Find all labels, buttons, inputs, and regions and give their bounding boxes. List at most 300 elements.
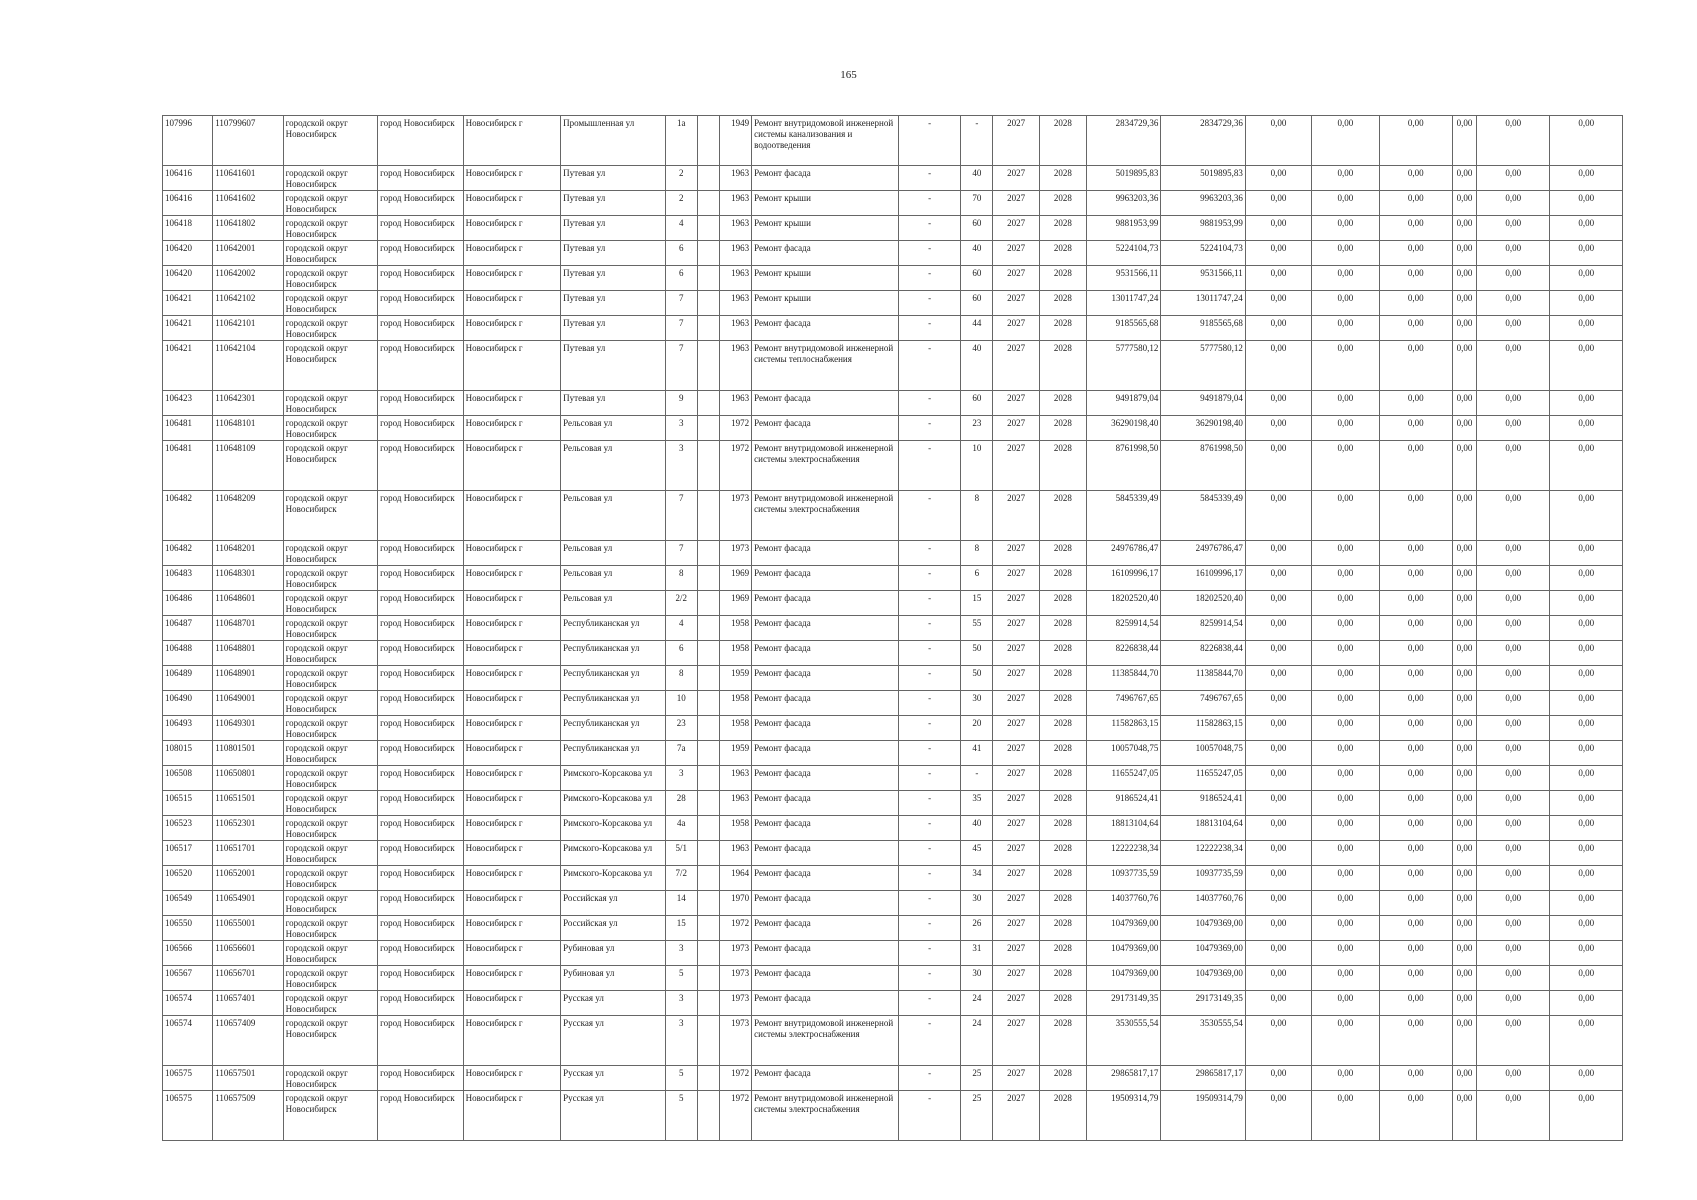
cell-settlement: город Новосибирск — [378, 391, 463, 416]
cell-funding-owners: 0,00 — [1452, 666, 1476, 691]
cell-municipal-district: городской округ Новосибирск — [283, 566, 378, 591]
cell-construction-year: 1963 — [719, 216, 751, 241]
cell-building — [697, 716, 719, 741]
cell-municipal-district: городской округ Новосибирск — [283, 166, 378, 191]
cell-funding-fund: 11582863,15 — [1161, 716, 1245, 741]
cell-settlement: город Новосибирск — [378, 766, 463, 791]
cell-funding-fund: 3530555,54 — [1161, 1016, 1245, 1066]
cell-total-cost: 3530555,54 — [1086, 1016, 1160, 1066]
table-row — [163, 441, 1623, 491]
cell-city: Новосибирск г — [463, 966, 561, 991]
cell-funding-federal: 0,00 — [1245, 566, 1311, 591]
cell-start-year: 2027 — [993, 541, 1039, 566]
cell-house-number: 3 — [665, 1016, 697, 1066]
cell-city: Новосибирск г — [463, 641, 561, 666]
cell-funding-owners: 0,00 — [1452, 791, 1476, 816]
cell-settlement: город Новосибирск — [378, 966, 463, 991]
cell-municipal-district: городской округ Новосибирск — [283, 441, 378, 491]
cell-settlement: город Новосибирск — [378, 341, 463, 391]
table-body — [163, 116, 1623, 1141]
cell-unit: - — [898, 1091, 960, 1141]
cell-work-type: Ремонт внутридомовой инженерной системы электроснабжения — [752, 441, 899, 491]
cell-house-number: 7/2 — [665, 866, 697, 891]
cell-construction-year: 1973 — [719, 491, 751, 541]
cell-municipal-district: городской округ Новосибирск — [283, 216, 378, 241]
cell-street: Российская ул — [561, 891, 666, 916]
cell-funding-extra: 0,00 — [1550, 1066, 1623, 1091]
cell-wear-percent: 15 — [961, 591, 993, 616]
cell-work-type: Ремонт фасада — [752, 691, 899, 716]
cell-construction-year: 1958 — [719, 691, 751, 716]
cell-work-type: Ремонт фасада — [752, 866, 899, 891]
cell-start-year: 2027 — [993, 316, 1039, 341]
cell-funding-owners: 0,00 — [1452, 841, 1476, 866]
cell-building — [697, 1016, 719, 1066]
cell-total-cost: 5777580,12 — [1086, 341, 1160, 391]
cell-funding-extra: 0,00 — [1550, 691, 1623, 716]
cell-funding-municipal: 0,00 — [1379, 566, 1452, 591]
cell-unit: - — [898, 816, 960, 841]
cell-settlement: город Новосибирск — [378, 916, 463, 941]
cell-funding-regional: 0,00 — [1312, 441, 1379, 491]
cell-house-id: 106420 — [163, 241, 213, 266]
cell-wear-percent: 34 — [961, 866, 993, 891]
cell-funding-municipal: 0,00 — [1379, 1091, 1452, 1141]
cell-funding-municipal: 0,00 — [1379, 316, 1452, 341]
cell-street: Путевая ул — [561, 266, 666, 291]
cell-municipal-district: городской округ Новосибирск — [283, 891, 378, 916]
cell-wear-percent: 50 — [961, 666, 993, 691]
cell-settlement: город Новосибирск — [378, 241, 463, 266]
cell-funding-other: 0,00 — [1477, 791, 1550, 816]
cell-house-number: 15 — [665, 916, 697, 941]
cell-funding-federal: 0,00 — [1245, 641, 1311, 666]
cell-construction-year: 1973 — [719, 1016, 751, 1066]
cell-funding-fund: 13011747,24 — [1161, 291, 1245, 316]
cell-funding-municipal: 0,00 — [1379, 666, 1452, 691]
cell-work-type: Ремонт фасада — [752, 916, 899, 941]
cell-building — [697, 391, 719, 416]
cell-building — [697, 441, 719, 491]
cell-wear-percent: 24 — [961, 991, 993, 1016]
cell-total-cost: 10479369,00 — [1086, 941, 1160, 966]
cell-construction-year: 1949 — [719, 116, 751, 166]
cell-city: Новосибирск г — [463, 766, 561, 791]
cell-end-year: 2028 — [1039, 316, 1086, 341]
cell-end-year: 2028 — [1039, 291, 1086, 316]
cell-construction-year: 1959 — [719, 666, 751, 691]
cell-city: Новосибирск г — [463, 391, 561, 416]
cell-funding-fund: 9185565,68 — [1161, 316, 1245, 341]
cell-funding-municipal: 0,00 — [1379, 841, 1452, 866]
cell-street: Рельсовая ул — [561, 416, 666, 441]
table-row — [163, 291, 1623, 316]
cell-street: Римского-Корсакова ул — [561, 816, 666, 841]
cell-unit: - — [898, 991, 960, 1016]
cell-work-id: 110656601 — [213, 941, 283, 966]
cell-end-year: 2028 — [1039, 1016, 1086, 1066]
cell-funding-regional: 0,00 — [1312, 341, 1379, 391]
cell-municipal-district: городской округ Новосибирск — [283, 816, 378, 841]
cell-work-id: 110657509 — [213, 1091, 283, 1141]
cell-funding-regional: 0,00 — [1312, 816, 1379, 841]
cell-wear-percent: 24 — [961, 1016, 993, 1066]
cell-city: Новосибирск г — [463, 266, 561, 291]
cell-wear-percent: 25 — [961, 1091, 993, 1141]
cell-wear-percent: 10 — [961, 441, 993, 491]
cell-start-year: 2027 — [993, 1016, 1039, 1066]
cell-end-year: 2028 — [1039, 1066, 1086, 1091]
cell-municipal-district: городской округ Новосибирск — [283, 716, 378, 741]
cell-funding-federal: 0,00 — [1245, 541, 1311, 566]
cell-construction-year: 1958 — [719, 616, 751, 641]
cell-municipal-district: городской округ Новосибирск — [283, 941, 378, 966]
cell-work-type: Ремонт фасада — [752, 791, 899, 816]
cell-funding-owners: 0,00 — [1452, 891, 1476, 916]
cell-funding-regional: 0,00 — [1312, 766, 1379, 791]
cell-start-year: 2027 — [993, 741, 1039, 766]
cell-end-year: 2028 — [1039, 616, 1086, 641]
cell-funding-regional: 0,00 — [1312, 291, 1379, 316]
cell-street: Рельсовая ул — [561, 491, 666, 541]
cell-unit: - — [898, 241, 960, 266]
cell-work-id: 110656701 — [213, 966, 283, 991]
cell-funding-regional: 0,00 — [1312, 566, 1379, 591]
cell-funding-extra: 0,00 — [1550, 591, 1623, 616]
cell-work-id: 110642101 — [213, 316, 283, 341]
cell-building — [697, 941, 719, 966]
cell-street: Путевая ул — [561, 241, 666, 266]
cell-work-id: 110652301 — [213, 816, 283, 841]
cell-unit: - — [898, 916, 960, 941]
cell-work-type: Ремонт внутридомовой инженерной системы электроснабжения — [752, 491, 899, 541]
cell-house-number: 10 — [665, 691, 697, 716]
cell-funding-other: 0,00 — [1477, 341, 1550, 391]
cell-funding-federal: 0,00 — [1245, 891, 1311, 916]
cell-city: Новосибирск г — [463, 616, 561, 641]
cell-house-number: 3 — [665, 441, 697, 491]
cell-work-type: Ремонт внутридомовой инженерной системы электроснабжения — [752, 1091, 899, 1141]
cell-funding-owners: 0,00 — [1452, 416, 1476, 441]
cell-municipal-district: городской округ Новосибирск — [283, 491, 378, 541]
cell-construction-year: 1958 — [719, 816, 751, 841]
cell-house-number: 3 — [665, 941, 697, 966]
cell-building — [697, 1066, 719, 1091]
cell-funding-other: 0,00 — [1477, 291, 1550, 316]
cell-city: Новосибирск г — [463, 666, 561, 691]
cell-city: Новосибирск г — [463, 741, 561, 766]
cell-funding-federal: 0,00 — [1245, 291, 1311, 316]
cell-work-type: Ремонт фасада — [752, 616, 899, 641]
cell-funding-fund: 29173149,35 — [1161, 991, 1245, 1016]
cell-total-cost: 9531566,11 — [1086, 266, 1160, 291]
cell-work-type: Ремонт фасада — [752, 641, 899, 666]
cell-total-cost: 36290198,40 — [1086, 416, 1160, 441]
cell-funding-federal: 0,00 — [1245, 991, 1311, 1016]
cell-funding-other: 0,00 — [1477, 191, 1550, 216]
cell-work-type: Ремонт фасада — [752, 766, 899, 791]
table-row — [163, 541, 1623, 566]
cell-building — [697, 916, 719, 941]
cell-house-id: 106566 — [163, 941, 213, 966]
cell-funding-regional: 0,00 — [1312, 741, 1379, 766]
cell-house-number: 5 — [665, 1066, 697, 1091]
cell-building — [697, 241, 719, 266]
cell-total-cost: 2834729,36 — [1086, 116, 1160, 166]
table-row — [163, 166, 1623, 191]
cell-funding-fund: 11385844,70 — [1161, 666, 1245, 691]
cell-funding-federal: 0,00 — [1245, 116, 1311, 166]
cell-funding-regional: 0,00 — [1312, 616, 1379, 641]
cell-funding-municipal: 0,00 — [1379, 866, 1452, 891]
cell-wear-percent: 44 — [961, 316, 993, 341]
cell-settlement: город Новосибирск — [378, 316, 463, 341]
cell-municipal-district: городской округ Новосибирск — [283, 691, 378, 716]
cell-street: Путевая ул — [561, 166, 666, 191]
cell-municipal-district: городской округ Новосибирск — [283, 791, 378, 816]
cell-start-year: 2027 — [993, 116, 1039, 166]
cell-municipal-district: городской округ Новосибирск — [283, 591, 378, 616]
cell-wear-percent: 26 — [961, 916, 993, 941]
cell-work-type: Ремонт фасада — [752, 391, 899, 416]
cell-funding-federal: 0,00 — [1245, 666, 1311, 691]
cell-work-type: Ремонт фасада — [752, 591, 899, 616]
cell-funding-fund: 11655247,05 — [1161, 766, 1245, 791]
cell-house-number: 1а — [665, 116, 697, 166]
cell-house-number: 7 — [665, 291, 697, 316]
cell-work-id: 110642001 — [213, 241, 283, 266]
cell-funding-owners: 0,00 — [1452, 916, 1476, 941]
cell-city: Новосибирск г — [463, 1091, 561, 1141]
cell-funding-federal: 0,00 — [1245, 616, 1311, 641]
cell-unit: - — [898, 341, 960, 391]
cell-funding-federal: 0,00 — [1245, 391, 1311, 416]
cell-funding-regional: 0,00 — [1312, 841, 1379, 866]
cell-municipal-district: городской округ Новосибирск — [283, 916, 378, 941]
cell-total-cost: 8761998,50 — [1086, 441, 1160, 491]
cell-street: Путевая ул — [561, 291, 666, 316]
cell-start-year: 2027 — [993, 341, 1039, 391]
cell-funding-fund: 29865817,17 — [1161, 1066, 1245, 1091]
cell-unit: - — [898, 691, 960, 716]
cell-funding-owners: 0,00 — [1452, 316, 1476, 341]
cell-funding-extra: 0,00 — [1550, 766, 1623, 791]
cell-house-number: 2 — [665, 166, 697, 191]
cell-wear-percent: 35 — [961, 791, 993, 816]
cell-funding-regional: 0,00 — [1312, 416, 1379, 441]
cell-construction-year: 1959 — [719, 741, 751, 766]
cell-house-id: 106574 — [163, 1016, 213, 1066]
cell-funding-extra: 0,00 — [1550, 941, 1623, 966]
cell-street: Республиканская ул — [561, 616, 666, 641]
cell-start-year: 2027 — [993, 416, 1039, 441]
cell-funding-extra: 0,00 — [1550, 316, 1623, 341]
cell-house-id: 106481 — [163, 416, 213, 441]
cell-wear-percent: 8 — [961, 541, 993, 566]
cell-house-id: 106423 — [163, 391, 213, 416]
cell-funding-fund: 9881953,99 — [1161, 216, 1245, 241]
cell-total-cost: 9491879,04 — [1086, 391, 1160, 416]
cell-start-year: 2027 — [993, 991, 1039, 1016]
cell-house-number: 7 — [665, 491, 697, 541]
cell-construction-year: 1963 — [719, 266, 751, 291]
table-row — [163, 491, 1623, 541]
cell-settlement: город Новосибирск — [378, 541, 463, 566]
cell-unit: - — [898, 741, 960, 766]
cell-funding-owners: 0,00 — [1452, 191, 1476, 216]
cell-funding-municipal: 0,00 — [1379, 991, 1452, 1016]
cell-work-type: Ремонт фасада — [752, 716, 899, 741]
cell-funding-other: 0,00 — [1477, 541, 1550, 566]
cell-funding-other: 0,00 — [1477, 691, 1550, 716]
cell-city: Новосибирск г — [463, 841, 561, 866]
cell-start-year: 2027 — [993, 891, 1039, 916]
cell-settlement: город Новосибирск — [378, 841, 463, 866]
cell-funding-owners: 0,00 — [1452, 741, 1476, 766]
cell-start-year: 2027 — [993, 666, 1039, 691]
cell-funding-municipal: 0,00 — [1379, 916, 1452, 941]
cell-house-id: 106515 — [163, 791, 213, 816]
cell-building — [697, 766, 719, 791]
cell-settlement: город Новосибирск — [378, 416, 463, 441]
cell-wear-percent: 41 — [961, 741, 993, 766]
cell-street: Путевая ул — [561, 341, 666, 391]
cell-settlement: город Новосибирск — [378, 1016, 463, 1066]
cell-house-number: 7 — [665, 541, 697, 566]
cell-municipal-district: городской округ Новосибирск — [283, 116, 378, 166]
cell-building — [697, 866, 719, 891]
cell-funding-fund: 5224104,73 — [1161, 241, 1245, 266]
cell-funding-extra: 0,00 — [1550, 791, 1623, 816]
cell-work-type: Ремонт фасада — [752, 891, 899, 916]
cell-funding-fund: 8761998,50 — [1161, 441, 1245, 491]
cell-start-year: 2027 — [993, 916, 1039, 941]
cell-city: Новосибирск г — [463, 216, 561, 241]
cell-house-id: 106549 — [163, 891, 213, 916]
cell-funding-federal: 0,00 — [1245, 766, 1311, 791]
cell-funding-federal: 0,00 — [1245, 691, 1311, 716]
cell-funding-municipal: 0,00 — [1379, 266, 1452, 291]
cell-funding-other: 0,00 — [1477, 1016, 1550, 1066]
cell-construction-year: 1972 — [719, 1066, 751, 1091]
cell-funding-federal: 0,00 — [1245, 916, 1311, 941]
cell-funding-regional: 0,00 — [1312, 541, 1379, 566]
table-row — [163, 266, 1623, 291]
cell-house-number: 8 — [665, 566, 697, 591]
cell-funding-fund: 16109996,17 — [1161, 566, 1245, 591]
table-row — [163, 866, 1623, 891]
cell-settlement: город Новосибирск — [378, 616, 463, 641]
cell-unit: - — [898, 291, 960, 316]
cell-work-id: 110650801 — [213, 766, 283, 791]
cell-end-year: 2028 — [1039, 266, 1086, 291]
cell-house-id: 106488 — [163, 641, 213, 666]
cell-funding-extra: 0,00 — [1550, 1091, 1623, 1141]
cell-funding-owners: 0,00 — [1452, 866, 1476, 891]
cell-building — [697, 566, 719, 591]
cell-municipal-district: городской округ Новосибирск — [283, 991, 378, 1016]
cell-work-type: Ремонт фасада — [752, 541, 899, 566]
cell-funding-regional: 0,00 — [1312, 591, 1379, 616]
cell-construction-year: 1972 — [719, 916, 751, 941]
cell-house-number: 7а — [665, 741, 697, 766]
cell-city: Новосибирск г — [463, 991, 561, 1016]
cell-funding-fund: 24976786,47 — [1161, 541, 1245, 566]
cell-building — [697, 666, 719, 691]
cell-building — [697, 541, 719, 566]
cell-start-year: 2027 — [993, 266, 1039, 291]
cell-unit: - — [898, 966, 960, 991]
cell-funding-federal: 0,00 — [1245, 1016, 1311, 1066]
cell-wear-percent: - — [961, 116, 993, 166]
cell-end-year: 2028 — [1039, 341, 1086, 391]
cell-funding-other: 0,00 — [1477, 966, 1550, 991]
cell-funding-other: 0,00 — [1477, 816, 1550, 841]
cell-funding-fund: 10057048,75 — [1161, 741, 1245, 766]
cell-funding-regional: 0,00 — [1312, 691, 1379, 716]
cell-house-number: 7 — [665, 316, 697, 341]
cell-end-year: 2028 — [1039, 941, 1086, 966]
cell-funding-municipal: 0,00 — [1379, 891, 1452, 916]
cell-start-year: 2027 — [993, 241, 1039, 266]
cell-funding-federal: 0,00 — [1245, 1066, 1311, 1091]
cell-work-type: Ремонт фасада — [752, 966, 899, 991]
cell-construction-year: 1972 — [719, 441, 751, 491]
cell-funding-fund: 9186524,41 — [1161, 791, 1245, 816]
cell-total-cost: 9185565,68 — [1086, 316, 1160, 341]
cell-start-year: 2027 — [993, 216, 1039, 241]
cell-city: Новосибирск г — [463, 716, 561, 741]
cell-construction-year: 1963 — [719, 391, 751, 416]
cell-work-type: Ремонт фасада — [752, 566, 899, 591]
cell-street: Русская ул — [561, 991, 666, 1016]
cell-unit: - — [898, 866, 960, 891]
cell-end-year: 2028 — [1039, 741, 1086, 766]
table-row — [163, 1066, 1623, 1091]
cell-funding-owners: 0,00 — [1452, 641, 1476, 666]
cell-city: Новосибирск г — [463, 416, 561, 441]
cell-funding-fund: 5777580,12 — [1161, 341, 1245, 391]
cell-total-cost: 10479369,00 — [1086, 916, 1160, 941]
cell-work-id: 110648209 — [213, 491, 283, 541]
cell-street: Рельсовая ул — [561, 591, 666, 616]
cell-funding-fund: 9531566,11 — [1161, 266, 1245, 291]
table-row — [163, 616, 1623, 641]
cell-funding-other: 0,00 — [1477, 666, 1550, 691]
cell-funding-owners: 0,00 — [1452, 166, 1476, 191]
cell-house-number: 3 — [665, 991, 697, 1016]
page-number: 165 — [840, 69, 857, 81]
cell-wear-percent: 30 — [961, 691, 993, 716]
cell-total-cost: 8259914,54 — [1086, 616, 1160, 641]
cell-work-type: Ремонт фасада — [752, 316, 899, 341]
cell-funding-other: 0,00 — [1477, 716, 1550, 741]
cell-work-id: 110799607 — [213, 116, 283, 166]
cell-construction-year: 1972 — [719, 416, 751, 441]
cell-start-year: 2027 — [993, 866, 1039, 891]
cell-funding-fund: 7496767,65 — [1161, 691, 1245, 716]
cell-funding-fund: 12222238,34 — [1161, 841, 1245, 866]
cell-work-type: Ремонт фасада — [752, 666, 899, 691]
cell-wear-percent: 20 — [961, 716, 993, 741]
cell-total-cost: 9881953,99 — [1086, 216, 1160, 241]
cell-city: Новосибирск г — [463, 566, 561, 591]
cell-street: Промышленная ул — [561, 116, 666, 166]
cell-unit: - — [898, 716, 960, 741]
cell-work-type: Ремонт крыши — [752, 266, 899, 291]
cell-work-id: 110652001 — [213, 866, 283, 891]
cell-municipal-district: городской округ Новосибирск — [283, 241, 378, 266]
